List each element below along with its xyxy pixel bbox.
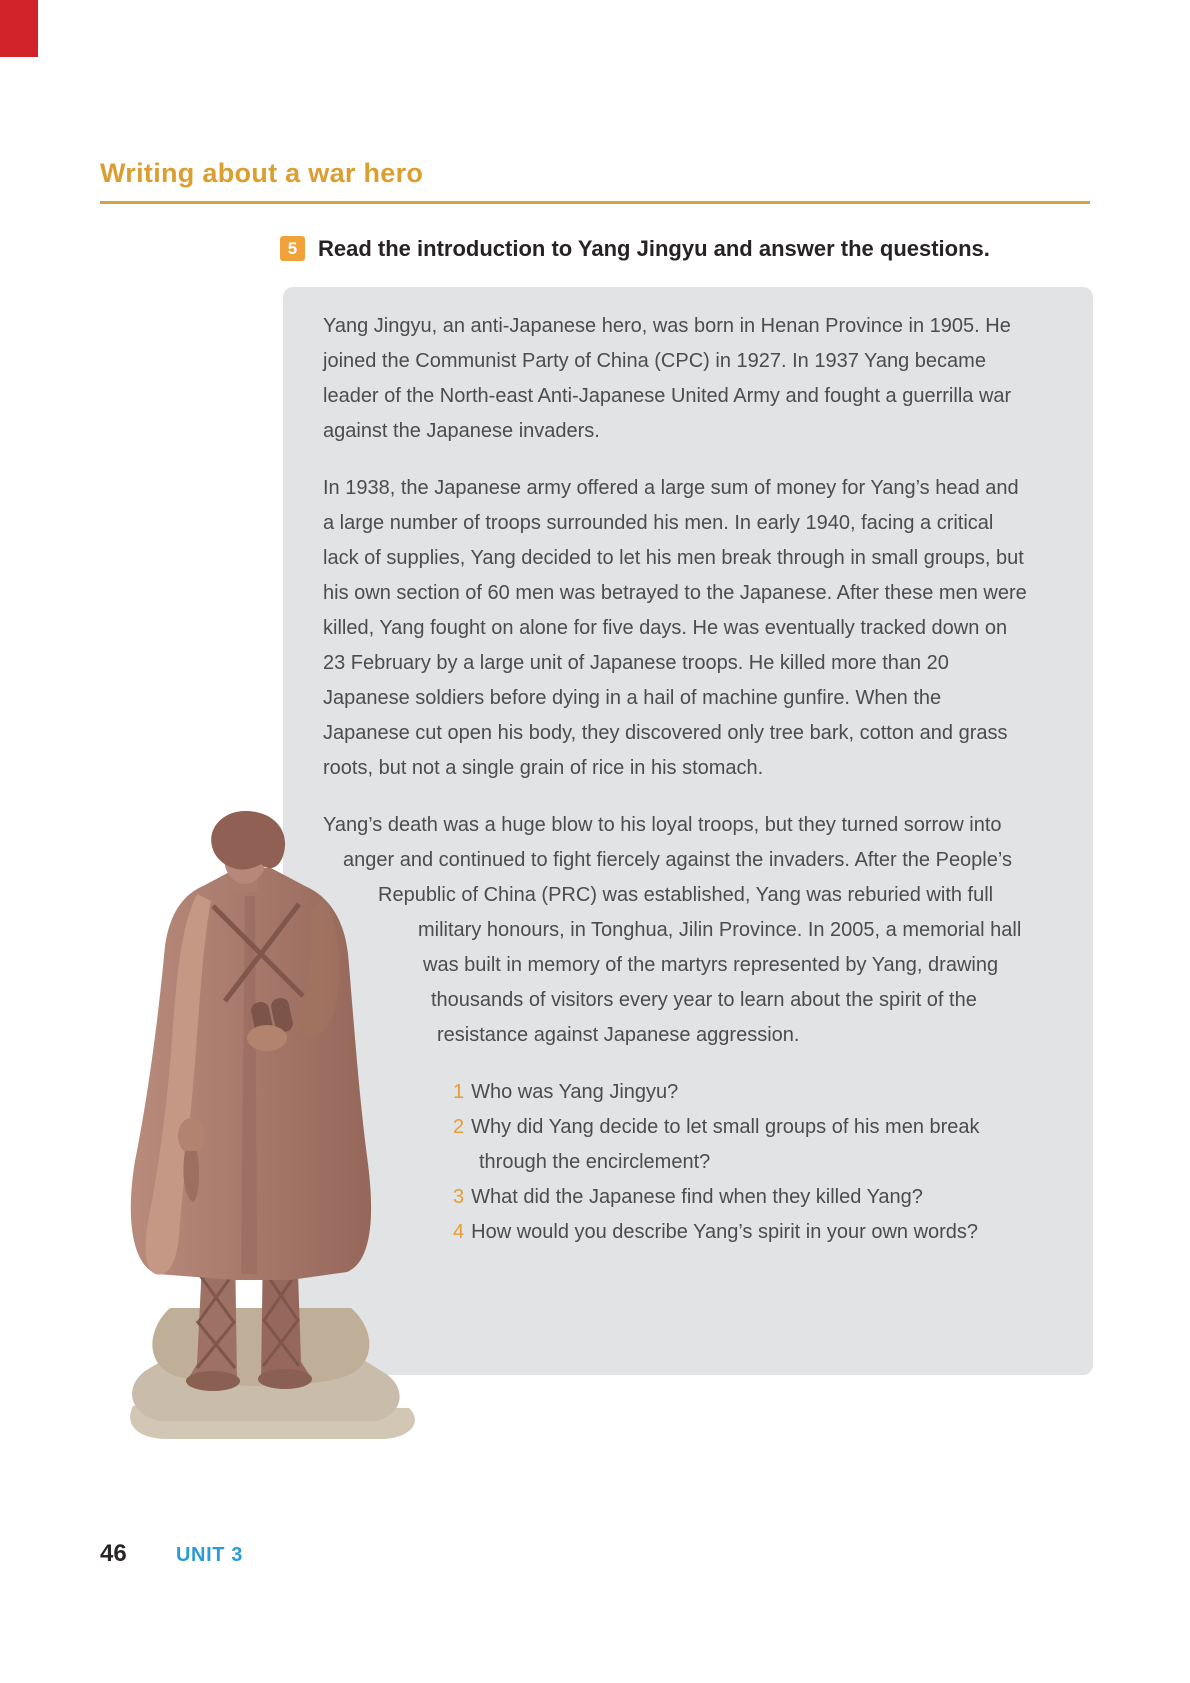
- statue-left-boot: [186, 1371, 240, 1391]
- section-heading: Writing about a war hero: [100, 158, 424, 188]
- question-text: How would you describe Yang’s spirit in your own words?: [471, 1221, 979, 1243]
- question-text: What did the Japanese find when they killed Yang?: [471, 1186, 923, 1208]
- question-number: 2: [453, 1116, 465, 1138]
- statue-hand: [247, 1025, 287, 1051]
- exercise-instruction: Read the introduction to Yang Jingyu and answer the questions.: [318, 236, 990, 261]
- heading-rule: [100, 201, 1090, 204]
- statue-image: [85, 806, 440, 1446]
- exercise-header: [280, 233, 1110, 264]
- question-item: [453, 1215, 1028, 1250]
- question-number: 1: [453, 1081, 465, 1103]
- question-number: 3: [453, 1186, 465, 1208]
- question-text: Why did Yang decide to let small groups of his men break through the encirclement?: [471, 1116, 980, 1173]
- reading-paragraph-3: Yang’s death was a huge blow to his loyal troops, but they turned sorrow into anger and continued to fight fiercely against the invaders. After the People’s Republic of China (PRC) was established, Yang was reburied with full military honours, in Tonghua, Jilin Province. In 2005, a memorial hall was built in memory of the martyrs represented by Yang, drawing thousands of visitors every year to learn about the spirit of the resistance against Japanese aggression.: [323, 814, 1022, 1046]
- statue-right-boot: [258, 1369, 312, 1389]
- question-number: 4: [453, 1221, 465, 1243]
- unit-label: UNIT 3: [176, 1544, 243, 1566]
- reading-paragraph-1: Yang Jingyu, an anti-Japanese hero, was born in Henan Province in 1905. He joined the Communist Party of China (CPC) in 1927. In 1937 Yang became leader of the North-east Anti-Japanese United Army and fought a guerrilla war against the Japanese invaders.: [323, 315, 1012, 442]
- statue-hair: [211, 811, 285, 869]
- statue-left-hand: [178, 1118, 204, 1154]
- exercise-number-badge: 5: [280, 236, 305, 261]
- question-text: Who was Yang Jingyu?: [471, 1081, 679, 1103]
- reading-paragraph-2: In 1938, the Japanese army offered a large sum of money for Yang’s head and a large number of troops surrounded his men. In early 1940, facing a critical lack of supplies, Yang decided to let his men break through in small groups, but his own section of 60 men was betrayed to the Japanese. After these men were killed, Yang fought on alone for five days. He was eventually tracked down on 23 February by a large unit of Japanese troops. He killed more than 20 Japanese soldiers before dying in a hail of machine gunfire. When the Japanese cut open his body, they discovered only tree bark, cotton and grass roots, but not a single grain of rice in his stomach.: [323, 477, 1027, 779]
- question-item: [453, 1110, 1028, 1180]
- page-number: 46: [100, 1540, 127, 1567]
- questions-list: [453, 1075, 1028, 1250]
- statue-rock-mound: [152, 1308, 369, 1386]
- question-item: [453, 1180, 1028, 1215]
- question-item: [453, 1075, 1028, 1110]
- page-corner-tab: [0, 0, 38, 57]
